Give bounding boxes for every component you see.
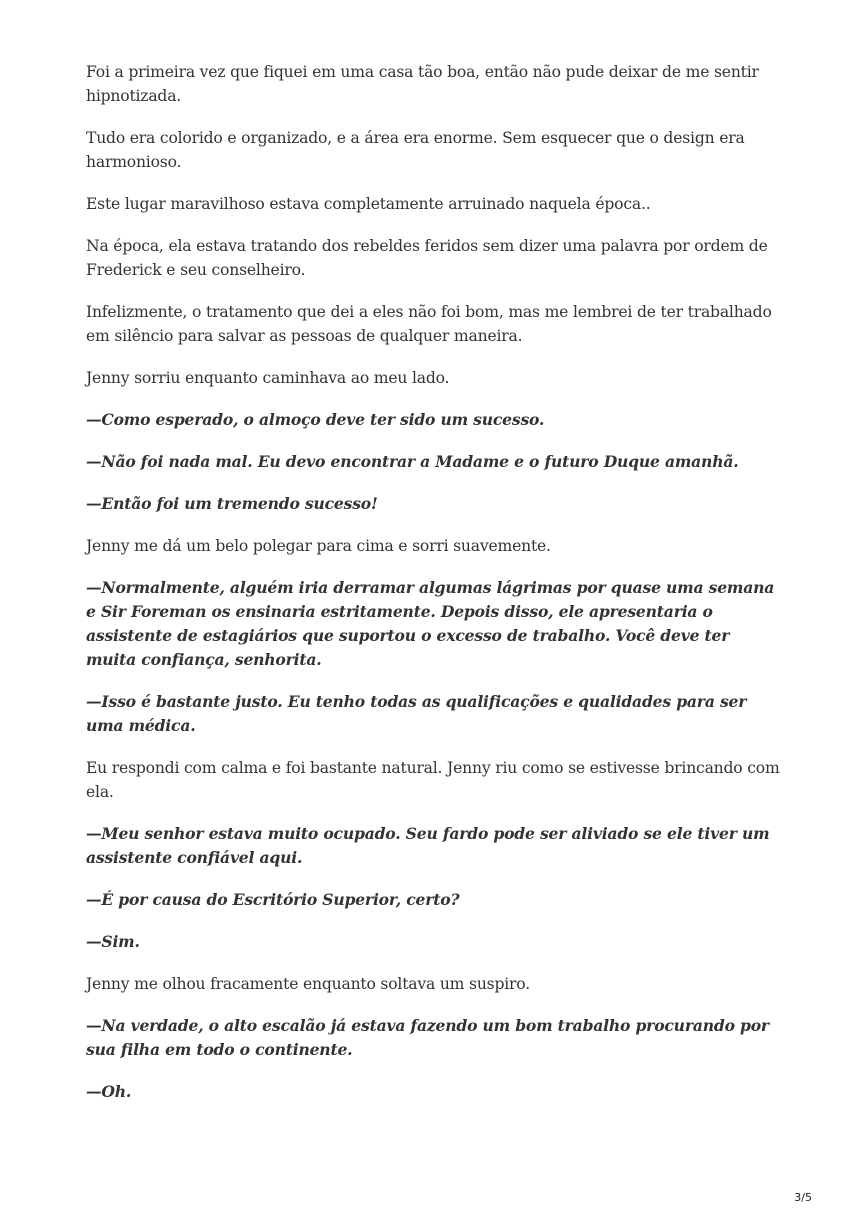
paragraph: Eu respondi com calma e foi bastante natural. Jenny riu como se estivesse brincando com ela. xyxy=(86,759,780,801)
dialog-line: —Sim. xyxy=(86,932,140,951)
dialog-line: —Então foi um tremendo sucesso! xyxy=(86,494,378,513)
paragraph: Na época, ela estava tratando dos rebeldes feridos sem dizer uma palavra por ordem de Frederick e seu conselheiro. xyxy=(86,237,768,279)
paragraph: Infelizmente, o tratamento que dei a eles não foi bom, mas me lembrei de ter trabalhado em silêncio para salvar as pessoas de qualquer maneira. xyxy=(86,303,772,345)
dialog-line: —Oh. xyxy=(86,1082,132,1101)
paragraph: Jenny me dá um belo polegar para cima e sorri suavemente. xyxy=(86,537,551,555)
dialog-line: —É por causa do Escritório Superior, certo? xyxy=(86,890,460,909)
paragraph: Tudo era colorido e organizado, e a área era enorme. Sem esquecer que o design era harmonioso. xyxy=(86,129,745,171)
paragraph: Jenny me olhou fracamente enquanto soltava um suspiro. xyxy=(86,975,530,993)
dialog-line: —Meu senhor estava muito ocupado. Seu fardo pode ser aliviado se ele tiver um assistente confiável aqui. xyxy=(86,824,770,867)
paragraph: Jenny sorriu enquanto caminhava ao meu lado. xyxy=(86,369,450,387)
dialog-line: —Na verdade, o alto escalão já estava fazendo um bom trabalho procurando por sua filha em todo o continente. xyxy=(86,1016,769,1059)
dialog-line: —Isso é bastante justo. Eu tenho todas as qualificações e qualidades para ser uma médica. xyxy=(86,692,747,735)
dialog-line: —Não foi nada mal. Eu devo encontrar a Madame e o futuro Duque amanhã. xyxy=(86,452,739,471)
dialog-line: —Normalmente, alguém iria derramar algumas lágrimas por quase uma semana e Sir Foreman os ensinaria estritamente. Depois disso, ele apresentaria o assistente de estagiários que suportou o excesso de trabalho. Você deve ter muita confiança, senhorita. xyxy=(86,578,775,669)
document-body xyxy=(86,60,784,1122)
page-number: 3/5 xyxy=(794,1191,812,1204)
paragraph: Foi a primeira vez que fiquei em uma casa tão boa, então não pude deixar de me sentir hipnotizada. xyxy=(86,63,759,105)
dialog-line: —Como esperado, o almoço deve ter sido um sucesso. xyxy=(86,410,545,429)
paragraph: Este lugar maravilhoso estava completamente arruinado naquela época.. xyxy=(86,195,651,213)
